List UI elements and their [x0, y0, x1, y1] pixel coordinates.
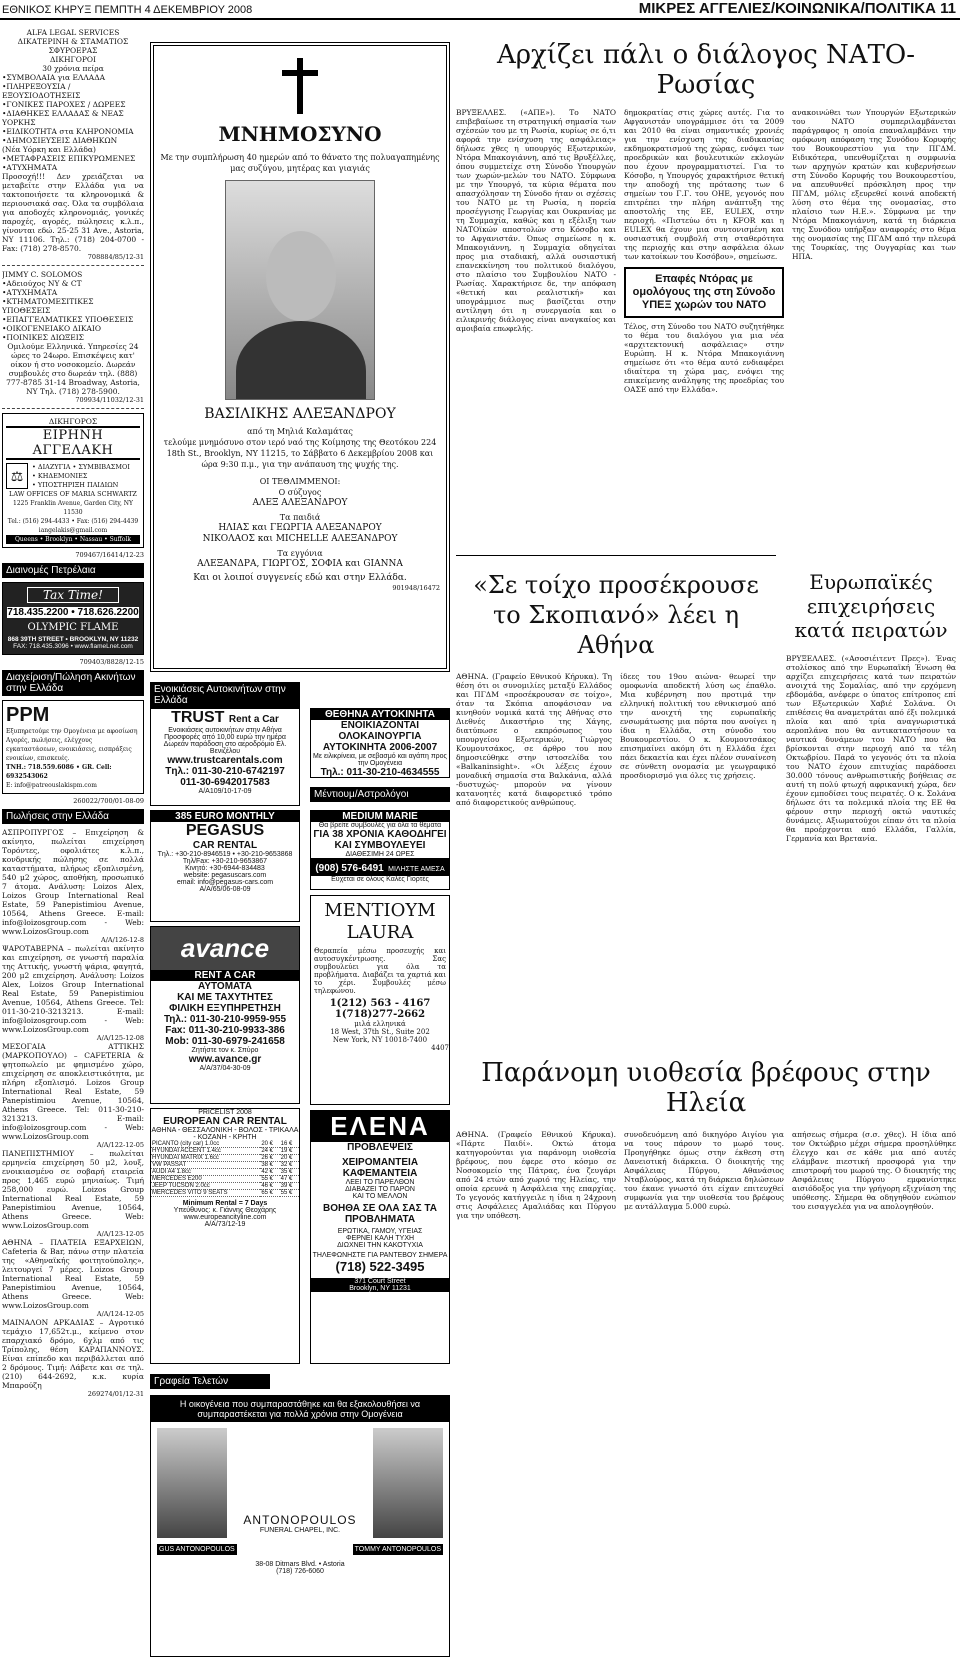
- elena-l6: ΒΟΗΘΑ ΣΕ ΟΛΑ ΣΑΣ ΤΑ ΠΡΟΒΛΗΜΑΤΑ: [323, 1203, 437, 1225]
- table-cell: JEEP TUCSON 2.0cc: [151, 1183, 260, 1190]
- ref-number: 901948/16472: [392, 584, 440, 592]
- classified-item: ΑΘΗΝΑ – ΠΛΑΤΕΙΑ ΕΞΑΡΧΕΙΩΝ, Cafeteria & Bar, πάνω στην πλατεία της «Αθηναϊκής φοιτητούπολης», λειτουργεί 7 μέρες. Loizos Group International Real Estate, 59 Panepistimiou Avenue, 10564, Athens Greece. Web: www.LoizosGroup.com: [2, 1238, 144, 1310]
- trust-line2: Προσφορές από 10,00 ευρώ την ημέρα: [164, 734, 286, 741]
- marie-l3: ΚΑΙ ΣΥΜΒΟΥΛΕΥΕΙ: [334, 840, 426, 851]
- table-cell: 35 €: [280, 1169, 299, 1176]
- irini-name: ΕΙΡΗΝΗ ΑΓΓΕΛΑΚΗ: [6, 426, 140, 460]
- table-row: [151, 1183, 299, 1190]
- nato-col1: ΒΡΥΞΕΛΛΕΣ. («ΑΠΕ»). Το ΝΑΤΟ επιβεβαίωσε τη στρατηγική σημασία των σχέσεών του με τη Ρωσία, κυρίως σε ό,τι αφορά την ενίσχυση της ασφάλειας» δήλωσε χθες η υπουργός Εξωτερικών, Ντόρα Μπακογιάννη, από τις Βρυξέλλες, όπου συμμετείχε στη Σύνοδο Υπουργών των χωρών-μελών του ΝΑΤΟ. Σύμφωνα με την Υπουργό, τα κύρια θέματα που απασχόλησαν τη Σύνοδο ήταν οι σχέσεις του ΝΑΤΟ με τη Ρωσία, η πορεία προσέγγισης Γεωργίας και Ουκρανίας με τη Συμμαχία, καθώς και η εξέλιξη των ΝΑΤΟϊκών αποστολών στο Κόσοβο και το Αφγανιστάν. Όπως σημείωσε η κ. Μπακογιάννη, η Συμμαχία οδηγείται προς μια σταδιακή, αλλά ουσιαστική επανεκκίνηση του πολιτικού διαλόγου, στο πλαίσιο του Συμβουλίου ΝΑΤΟ - Ρωσίας. Χαρακτήρισε δε, την απόφαση «θετική και ρεαλιστική» και υπογράμμισε πως βασίζεται στην αντίληψη ότι η συνεργασία και ο ειλικρινής διάλογος είναι αναγκαίος και αμοιβαία επωφελής.: [456, 108, 616, 333]
- table-cell: MERCEDES VITO 9 SEATS: [151, 1190, 260, 1197]
- ref-number: A/A/65/06-08-09: [199, 886, 251, 893]
- pegasus-tel: Tηλ.: +30-210-8946519 • +30-210-9653868: [157, 851, 293, 858]
- trust-sub: Rent a Car: [228, 714, 279, 725]
- ppm-logo: PPM: [6, 704, 50, 726]
- avance-fax: Fax: 011-30-210-9933-386: [165, 1025, 285, 1036]
- skopje-col1: ΑΘΗΝΑ. (Γραφείο Εθνικού Κήρυκα). Τη θέση ότι οι συνομιλίες μεταξύ Ελλάδος και ΠΓΔΜ «προσέκρουσαν σε τοίχο», όταν τα Σκόπια αποφάσισαν να κινηθούν νομικά κατά της Αθήνας στο Διεθνές Δικαστήριο της Χάγης, διατύπωσε ο εκπρόσωπος του υπουργείου Εξωτερικών, Γιώργος Κουμουτσάκος, σε άρθρο του που δημοσιεύθηκε στην ιστοσελίδα του «Balkaninsight». «Οι λέξεις έχουν μοναδική σημασία στα Βαλκάνια, αλλά -δυστυχώς- μπορούν να γίνουν κατανοητές κατά διαφορετικό τρόπο από διαφορετικούς ανθρώπους.: [456, 672, 612, 807]
- table-cell: 32 €: [280, 1162, 299, 1169]
- elena-l1: ΧΕΙΡΟΜΑΝΤΕΙΑ: [341, 1157, 419, 1168]
- antonopoulos-tel: (718) 726-6060: [276, 1568, 324, 1575]
- nato-article: [456, 40, 956, 540]
- olympic-fax: FAX: 718.435.3096 • www.flameLnet.com: [13, 643, 133, 650]
- table-cell: 46 €: [260, 1183, 279, 1190]
- avance-tel: Τηλ.: 011-30-210-9959-955: [163, 1014, 287, 1025]
- marie-l1: Θα βρείτε συμβουλές για όλα τα θέματα: [318, 822, 442, 829]
- ppm-body: Εξυπηρετούμε την Ομογένεια με αφοσίωση Αγορές, πωλήσεις, ελέγχους εγκαταστάσεων, ενοικιάσεις, εισπράξεις ενοικίων, επισκευές.: [6, 728, 138, 762]
- table-row: [151, 1148, 299, 1155]
- list-item: • ΚΗΔΕΜΟΝΙΕΣ: [32, 472, 88, 480]
- table-cell: 26 €: [260, 1155, 279, 1162]
- pegasus-ad: [150, 810, 300, 922]
- marie-tel2: ΜΙΛΗΣΤΕ ΑΜΕΣΑ: [388, 866, 445, 873]
- alfa-items: [2, 73, 144, 172]
- section-bar-sales: Πωλήσεις στην Ελλάδα: [2, 809, 144, 824]
- ppm-tel: TNH.: 718.559.6086 • GR. Cell: 6932543062: [6, 764, 112, 780]
- avance-line3: ΦΙΛΙΚΗ ΕΞΥΠΗΡΕΤΗΣΗ: [169, 1003, 281, 1014]
- ppm-ad: [2, 700, 144, 794]
- pirates-body: ΒΡΥΞΕΛΛΕΣ. («Ασοσιέιτεντ Πρες»). Ένας στολίσκος από την Ευρωπαϊκή Ένωση θα αρχίζει επιχειρήσεις κατά των πειρατών ανοιχτά της Σομαλίας, από την ερχόμενη εβδομάδα, ανέφερε ο ύπατος επίτροπος επί των Εξωτερικών Χαβιέ Σολάνα. Οι επιθέσεις θα αναμετράται από έξι πολεμικά πλοία και από τρία αναγνωριστικά αεροπλάνα που θα αντικαταστήσουν τα ναυτικά δυνάμεων του ΝΑΤΟ που θα βρίσκονται στην περιοχή από τα τέλη Οκτωβρίου. Παρά το γεγονός ότι τα πλοία του ΝΑΤΟ έχουν επιτυχίας παράδοσει 30.000 τόνους ανθρωπιστικής βοήθειας σε αυτή τη πολύ φτωχή αφρικανική χώρα, δεν έχουν εμποδίσει τους πειρατές. Ο κ. Σολάνα δήλωσε ότι τα πολεμικά πλοία της ΕΕ θα φέρουν στην περιοχή οκτώ ναυτικές δυνάμεις. Αξιωματούχοι είπαν ότι τα πλοία θα προέρχονται από Ελλάδα, Γαλλία, Γερμανία και Βρετανία.: [786, 654, 956, 843]
- obit-name: ΒΑΣΙΛΙΚΗΣ ΑΛΕΞΑΝΔΡΟΥ: [204, 406, 396, 422]
- classified-list: [2, 828, 144, 1398]
- marie-ad: [310, 810, 450, 890]
- section-bar-property: Διαχείριση/Πώληση Ακινήτων στην Ελλάδα: [2, 670, 144, 696]
- obit-intro: Με την συμπλήρωση 40 ημερών από το θάνατο της πολυαγαπημένης μας συζύγου, μητέρας και γιαγιάς: [160, 153, 440, 173]
- ref-number: 709467/16414/12-23: [75, 551, 144, 559]
- elena-l10: ΤΗΛΕΦΩΝΗΣΤΕ ΓΙΑ ΡΑΝΤΕΒΟΥ ΣΗΜΕΡΑ: [312, 1252, 448, 1259]
- list-item: •Αδειούχος ΝΥ & CT: [2, 279, 82, 288]
- pricelist-min: Minimum Rental = 7 Days: [182, 1200, 268, 1207]
- pegasus-web[interactable]: website: pegasuscars.com: [183, 872, 267, 879]
- adoption-col2: συνοδευόμενη από δικηγόρο Αιγίου για να τους πάρουν το μωρό τους. Προηγήθηκε όμως στην έκθεση στη Δανειοτική διάρκεια. Ο διοικητής της Ασφάλειας Πύργου, Αθανάσιος Νταβλούρος, κατά τη διάρκεια δηλώσεων του έκανε γνωστό ότι είχαν επιτευχθεί συμφωνία για την υιοθεσία του βρέφους με αντάλλαγμα 5.000 ευρώ.: [624, 1130, 784, 1211]
- solomos-body: Ομιλούμε Ελληνικά. Υπηρεσίες 24 ώρες το 24ωρο. Επισκέψεις κατ' οίκον ή στο νοσοκομείο. Δωρεάν συμβουλές στο δωρεάν τηλ. (888) 777-8785 31-14 Broadway, Astoria, NY Τηλ. (718) 278-5900.: [6, 342, 140, 396]
- pirates-article: [786, 570, 956, 1050]
- list-item: •ΑΤΥΧΗΜΑΤΑ: [2, 163, 58, 172]
- obit-spouse: ΑΛΕΞ ΑΛΕΞΑΝΔΡΟΥ: [252, 498, 348, 508]
- ref-number: 709403/8828/12-15: [79, 658, 144, 666]
- table-cell: HYUNDAI MATRIX 1.6cc: [151, 1155, 260, 1162]
- skopje-col2: ίδεες του 19ου αιώνα- θεωρεί την ομοφωνία αποδεκτή λύση ως έπαθλο. Μια κυβέρνηση που προτιμά την ελληνική πολιτική του εθνικισμού από την ανοιχτή της ευρωπαϊκής ενσωμάτωσης μια πόρτα που ανοίγει η ίδια η Ελλάδα, στη σύνοδο του Βουκουρεστίου. Ο κ. Κουμουτσάκος επισημαίνει ακόμη ότι η Ελλάδα έχει πάει δεκαετία και έχει πλέον συναίνεση σε σύνθετη ονομασία με γεωγραφικό προσδιορισμό για όλες τις χρήσεις.: [620, 672, 776, 780]
- irini-tel: Tel.: (516) 294-4433 • Fax: (516) 294-4439: [7, 518, 139, 525]
- mg-l1: ΕΝΟΙΚΙΑΖΟΝΤΑΙ: [340, 720, 420, 731]
- list-item: • ΥΠΟΣΤΗΡΙΞΗ ΠΑΙΔΙΩΝ: [32, 481, 119, 489]
- table-row: [151, 1169, 299, 1176]
- elena-l5: ΚΑΙ ΤΟ ΜΕΛΛΟΝ: [352, 1193, 408, 1200]
- solomos-items: [2, 279, 144, 342]
- irini-ad: [2, 413, 144, 548]
- antonopoulos-name: ANTONOPOULOS: [243, 1513, 357, 1527]
- table-cell: AUDI A4 1.8cc: [151, 1169, 260, 1176]
- alfa-ad: [2, 28, 144, 73]
- irini-areas: Queens • Brooklyn • Nassau • Suffolk: [6, 535, 140, 544]
- pricelist-title: PRICELIST 2008: [198, 1109, 252, 1116]
- portrait-photo: [373, 1428, 443, 1538]
- avance-web[interactable]: www.avance.gr: [188, 1054, 262, 1065]
- list-item: •ΓΟΝΙΚΕΣ ΠΑΡΟΧΕΣ / ΔΩΡΕΕΣ: [2, 100, 126, 109]
- classified-item: ΜΕΣΟΓΑΙΑ ΑΤΤΙΚΗΣ (ΜΑΡΚΟΠΟΥΛΟ) – CAFETERIA & ψητοπωλείο με φημισμένο χώρο, επιχείρηση σε αποκλειστικότητα, με πλήρη εξοπλισμό. Loizos Group International Real Estate, 59 Panepistimiou Avenue, 10564, Athens Greece. Tel: 011-30-210-3213213. E-mail: info@loizosgroup.com - Web: www.LoizosGroup.com: [2, 1042, 144, 1141]
- irini-email[interactable]: iangelakis@gmail.com: [38, 527, 108, 534]
- list-item: •ΜΕΤΑΦΡΑΣΕΙΣ ΕΠΙΚΥΡΩΜΕΝΕΣ: [2, 154, 136, 163]
- adoption-col3: απήσεως σήμερα (σ.σ. χθες). Η ίδια από τον Οκτώβριο μέχρι σήμερα προσηλύθηκε έλεγχο και σε κάθε μια από αυτές ελάμβανε πιεστική προσφορά για την επιστροφή του μωρού της. Ο διοικητής της Ασφάλειας Πύργου εμφανίστηκε αισιόδοξος για την γρήγορη εξιχνίαση της υπόθεσης. Σήμερα θα οδηγηθούν ενώπιον του εισαγγελέα για να απολογηθούν.: [792, 1130, 956, 1211]
- pegasus-bar: 385 EURO MONTHLY: [151, 811, 299, 822]
- table-cell: VW PASSAT: [151, 1162, 260, 1169]
- table-row: [151, 1162, 299, 1169]
- obit-from: από τη Μηλιά Καλαμάτας: [247, 427, 353, 436]
- ref-number: A/A/126-12-8: [101, 936, 144, 944]
- ref-number: 709934/11032/12-31: [75, 396, 144, 404]
- list-item: • ΔΙΑΖΥΓΙΑ • ΣΥΜΒΙΒΑΣΜΟΙ: [32, 463, 130, 471]
- laura-tel: 1(212) 563 - 4167: [329, 998, 431, 1009]
- marie-tel: (908) 576-6491: [315, 863, 384, 874]
- elena-l3: ΛΕΕΙ ΤΟ ΠΑΡΕΛΘΟΝ: [345, 1179, 415, 1186]
- ref-number: 708884/85/12-31: [87, 253, 144, 261]
- avance-line2: ΚΑΙ ΜΕ ΤΑΧΥΤΗΤΕΣ: [177, 992, 273, 1003]
- section-bar-medium: Μέντιουμ/Αστρολόγοι: [310, 787, 450, 802]
- elena-tel: (718) 522-3495: [335, 1259, 425, 1274]
- newspaper-date: ΕΘΝΙΚΟΣ ΚΗΡΥΞ ΠΕΜΠΤΗ 4 ΔΕΚΕΜΒΡΙΟΥ 2008: [2, 4, 253, 16]
- ref-number: A/A/37/04-30-09: [199, 1065, 251, 1072]
- table-cell: HYUNDAI ACCENT 1.4cc: [151, 1148, 260, 1155]
- pegasus-mob: Κινητό: +30-6944-834483: [185, 865, 265, 872]
- table-cell: 39 €: [280, 1183, 299, 1190]
- avance-logo: avance: [151, 927, 299, 970]
- obit-grand-label: Τα εγγόνια: [277, 549, 323, 558]
- section-bar-car-rental: Ενοικιάσεις Αυτοκινήτων στην Ελλάδα: [150, 682, 300, 708]
- adoption-article: [456, 1058, 956, 1658]
- table-cell: 55 €: [260, 1176, 279, 1183]
- list-item: •ΠΛΗΡΕΞΟΥΣΙΑ / ΕΞΟΥΣΙΟΔΟΤΗΣΕΙΣ: [2, 82, 81, 100]
- elena-ad: [310, 1110, 450, 1364]
- irini-role: ΔΙΚΗΓΟΡΟΣ: [48, 417, 98, 426]
- alfa-role: ΔΙΚΗΓΟΡΟΙ: [49, 55, 97, 64]
- ppm-email[interactable]: E: info@patreouslakispm.com: [6, 782, 97, 789]
- mg-l2: ΟΛΟΚΑΙΝΟΥΡΓΙΑ: [338, 731, 422, 742]
- ref-number: A/A/124-12-05: [96, 1310, 144, 1318]
- ref-number: A/A/123-12-05: [96, 1230, 144, 1238]
- table-row: [151, 1155, 299, 1162]
- section-bar-funeral: Γραφεία Τελετών: [150, 1374, 270, 1389]
- scales-icon: ⚖: [6, 463, 28, 489]
- pricelist-table: [151, 1141, 299, 1197]
- trust-line1: Ενοικιάσεις αυτοκινήτων στην Αθήνα: [168, 727, 282, 734]
- obit-children2: ΝΙΚΟΛΑΟΣ και MICHELLE ΑΛΕΞΑΝΔΡΟΥ: [202, 534, 398, 544]
- mg-l3: ΑΥΤΟΚΙΝΗΤΑ 2006-2007: [322, 742, 438, 753]
- mg-l4: Με ειλικρίνεια, με σεβασμό και αγάπη προς την Ομογένεια: [313, 753, 447, 767]
- table-cell: 20 €: [260, 1141, 279, 1148]
- irini-office: LAW OFFICES OF MARIA SCHWARTZ: [9, 490, 137, 498]
- antonopoulos-addr: 38-08 Ditmars Blvd. • Astoria: [255, 1561, 345, 1568]
- trust-tel2: 011-30-6942017583: [180, 777, 270, 788]
- obit-children: ΗΛΙΑΣ και ΓΕΩΡΓΙΑ ΑΛΕΞΑΝΔΡΟΥ: [218, 523, 382, 533]
- olympic-addr: 868 39TH STREET • BROOKLYN, NY 11232: [7, 636, 139, 643]
- marie-wish: Εύχεται σε όλους Καλές Γιορτές: [331, 876, 429, 883]
- list-item: •ΕΠΑΓΓΕΛΜΑΤΙΚΕΣ ΥΠΟΘΕΣΕΙΣ: [2, 315, 134, 324]
- list-item: (Νέα Υόρκη και Ελλάδα): [2, 145, 96, 154]
- antonopoulos-tommy: TOMMY ANTONOPOULOS: [354, 1546, 441, 1553]
- alfa-body: Προσοχή!!! Δεν χρειάζεται να μεταβείτε στην Ελλάδα για να τακτοποιήσετε τα κληρονομικά & περιουσιακά σας. Όλα τα συμβόλαια για αποδοχές κληρονομιάς, γονικές παροχές, αγορές, πώλησεις κ.λ.π., γίνονται εδώ. 25-25 31 Ave., Astoria, NY 11106. Τηλ.: (718) 204-0700 - Fax: (718) 278-8570.: [2, 172, 144, 253]
- trust-title: TRUST: [171, 709, 225, 726]
- avance-bar: RENT A CAR: [151, 970, 299, 981]
- cross-icon: [282, 58, 318, 114]
- obit-grand: ΑΛΕΞΑΝΔΡΑ, ΓΙΩΡΓΟΣ, ΣΟΦΙΑ και GIANNA: [197, 559, 403, 569]
- table-cell: 19 €: [280, 1148, 299, 1155]
- antonopoulos-gus: GUS ANTONOPOULOS: [159, 1546, 235, 1553]
- olympic-name: OLYMPIC FLAME: [27, 622, 119, 633]
- laura-title: ΜΕΝΤΙΟΥΜ LAURA: [324, 900, 436, 943]
- laura-tel2: 1(718)277-2662: [334, 1009, 426, 1020]
- pegasus-title: PEGASUS: [185, 822, 265, 839]
- nato-headline: Αρχίζει πάλι ο διάλογος ΝΑΤΟ-Ρωσίας: [496, 40, 916, 100]
- olympic-ad: [2, 582, 144, 655]
- pricelist-contact: Υπεύθυνος: κ. Γιάννης Θεοχάρης: [173, 1207, 277, 1214]
- list-item: •ΔΙΑΘΗΚΕΣ ΕΛΛΑΔΑΣ & ΝΕΑΣ ΥΟΡΚΗΣ: [2, 109, 124, 127]
- section-bar-petroleum: Διαινομές Πετρέλαια: [2, 563, 144, 578]
- list-item: •ΣΥΜΒΟΛΑΙΑ για ΕΛΛΑΔΑ: [2, 73, 106, 82]
- obit-spouse-label: Ο σύζυγος: [278, 488, 322, 497]
- obit-mourners-title: ΟΙ ΤΕΘΛΙΜΜΕΝΟΙ:: [259, 477, 341, 486]
- adoption-headline: Παράνομη υιοθεσία βρέφους στην Ηλεία: [481, 1058, 931, 1118]
- nato-subhead-box: Επαφές Ντόρας με ομολόγους της στη Σύνοδο ΥΠΕΞ χωρών του ΝΑΤΟ: [624, 267, 784, 318]
- alfa-title: ALFA LEGAL SERVICES: [26, 28, 120, 37]
- pegasus-email[interactable]: email: info@pegasus-cars.com: [176, 879, 274, 886]
- section-title: ΜΙΚΡΕΣ ΑΓΓΕΛΙΕΣ/ΚΟΙΝΩΝΙΚΑ/ΠΟΛΙΤΙΚΑ 11: [638, 0, 956, 17]
- mg-ad: [310, 708, 450, 778]
- pricelist-ad: [150, 1108, 300, 1364]
- solomos-title: JIMMY C. SOLOMOS: [2, 270, 83, 279]
- ref-number: A/A/125-12-08: [96, 1034, 144, 1042]
- table-cell: 42 €: [260, 1169, 279, 1176]
- table-cell: 16 €: [280, 1141, 299, 1148]
- classified-item: ΠΑΝΕΠΙΣΤΗΜΙΟΥ – πωλείται ερμηνεία επιχείρηση 50 μ2, λουξ, ενοικιασμένο σε σοβαρή εταιρεία προς 1,465 ευρώ μηνιαίως. Τιμή 258,000 ευρώ. Loizos Group International Real Estate, 59 Panepistimiou Avenue, 10564, Athens Greece. Web: www.LoizosGroup.com: [2, 1149, 144, 1230]
- trust-web[interactable]: www.trustcarentals.com: [167, 755, 283, 766]
- elena-addr: 371 Court Street: [354, 1278, 406, 1285]
- pricelist-web[interactable]: www.europeancityline.com: [183, 1214, 267, 1221]
- classified-item: ΜΑΙΝΑΛΟΝ ΑΡΚΑΔΙΑΣ – Αγροτικό τεμάχιο 17,652τ.μ., κείμενο στον επαρχιακό δρόμο, 6χλμ από τις Τρίπολης, θέση ΚΑΡΑΠΑΝΝΟΥΣ. Είναι επίπεδο και περιβάλλεται από 2 δρόμους. Τιμή: Λάβετε και σε τηλ. (210) 644-2692, κ.κ. κυρία Μπαρούζη: [2, 1318, 144, 1390]
- classified-item: ΑΣΠΡΟΠΥΡΓΟΣ – Επιχείρηση & ακίνητο, πωλείται επιχείρηση Τορόντες, οφολιάτες κ.λ.π., κονδρικής πώλησης σε πολλά καταστήματα, πλήρως εξοπλισμένη, 540 μ2 χώρος, αποθήκη, προσωπικό 7 άτομα. Ανάλυση: Loizos Alex, Loizos Group International Real Estate, 59 Panepistimiou Avenue, 10564, Athens Greece. E-mail: info@loizosgroup.com - Web: www.LoizosGroup.com: [2, 828, 144, 936]
- ref-number: 260022/700/01-08-09: [73, 797, 144, 805]
- ref-number: A/A/73/12-19: [204, 1221, 246, 1228]
- nato-col2b: Τέλος, στη Σύνοδο του ΝΑΤΟ συζητήθηκε το θέμα του διαλόγου για μια νέα «αρχιτεκτονική ασφάλειας» στην Ευρώπη. Η κ. Ντόρα Μπακογιάννη σημείωσε ότι «το θέμα αυτό ενδιαφέρει ιδιαίτερα τη χώρα μας, ενόψει της επικείμενης ανάληψης της προεδρίας του ΟΑΣΕ από την Ελλάδα».: [624, 322, 784, 394]
- marie-l4: ΔΙΑΘΕΣΙΜΗ 24 ΩΡΕΣ: [345, 851, 415, 858]
- elena-l2: ΚΑΦΕΜΑΝΤΕΙΑ: [342, 1168, 418, 1179]
- avance-mob: Mob: 011-30-6979-241658: [165, 1036, 285, 1047]
- table-cell: MERCEDES E200: [151, 1176, 260, 1183]
- marie-title: MEDIUM MARIE: [311, 811, 449, 822]
- page-header: [0, 0, 960, 20]
- pegasus-sub: CAR RENTAL: [192, 840, 258, 851]
- obit-body: τελούμε μνημόσυνο στον ιερό ναό της Κοίμησης της Θεοτόκου 224 18th St., Brooklyn, NY 11215, το Σάββατο 6 Δεκεμβρίου 2008 και ώρα 9:30 π.μ., για την ανάπαυση της ψυχής της.: [163, 438, 437, 469]
- adoption-col1: ΑΘΗΝΑ. (Γραφείο Εθνικού Κήρυκα). «Πάρτε Παιδί». Οκτώ άτομα κατηγορούνται για παράνομη υιοθεσία βρέφους, που έφερε στο κόσμο σε Νοσοκομείο της Πάτρας, ένα ζευγάρι από 24 ετών από χωριό της Ηλείας, την οποία ερευνά η Ασφάλεια της επαρχίας. Το γεγονός κατήγγειλε η ίδια η 24χρονη στις Ασφάλειες Αμαλιάδας και Πύργου για την υπόθεση.: [456, 1130, 616, 1220]
- marie-l2: ΓΙΑ 38 ΧΡΟΝΙΑ ΚΑΘΟΔΗΓΕΙ: [313, 829, 447, 840]
- elena-l8: ΦΕΡΝΕΙ ΚΑΛΗ ΤΥΧΗ: [345, 1235, 415, 1242]
- tax-time-logo: Tax Time!: [27, 587, 119, 603]
- alfa-exp: 30 χρόνια πείρα: [42, 64, 104, 73]
- mg-title: ΘΕΘΗΝΑ ΑΥΤΟΚΙΝΗΤΑ: [311, 709, 449, 720]
- mg-tel: Τηλ.: 011-30-210-4634555: [320, 767, 440, 778]
- ref-number: 4407: [431, 1044, 449, 1052]
- obituary-box: [150, 42, 450, 672]
- list-item: •ΔΗΜΟΣΙΕΥΣΕΙΣ ΔΙΑΘΗΚΩΝ: [2, 136, 118, 145]
- table-cell: 24 €: [260, 1148, 279, 1155]
- antonopoulos-top: Η οικογένεια που συμπαραστάθηκε και θα εξακολουθήσει να συμπαραστέκεται για πολλά χρόνια στην Ομογένεια: [151, 1396, 449, 1422]
- laura-body: Θεραπεία μέσω προσευχής και αυτοσυγκέντρωσης. Σας συμβουλεύει για όλα τα προβλήματα. Διαβάζει τα χαρτιά και το χέρι. Συμβουλές μέσω τηλεφώνου.: [314, 947, 446, 995]
- laura-ad: [310, 895, 450, 1105]
- table-cell: 38 €: [260, 1162, 279, 1169]
- ref-number: 269274/01/12-31: [87, 1390, 144, 1398]
- trust-line3: Δωρεάν παράδοση στο αεροδρόμιο Ελ. Βενιζέλου: [163, 741, 287, 755]
- irini-items: [32, 463, 130, 490]
- classified-item: ΨΑΡΟΤΑΒΕΡΝΑ – πωλείται ακίνητο και επιχείρηση, σε γνωστή παραλία της Αττικής, γνωστή ψάρια, φαγητά, 200 μ2 επιχείρηση. Ανάλυση: Loizos Alex, Loizos Group International Real Estate, 59 Panepistimiou Avenue, 10564, Athens Greece. Tel: 011-30-210-3213213. E-mail: info@loizosgroup.com - Web: www.LoizosGroup.com: [2, 944, 144, 1034]
- table-row: [151, 1176, 299, 1183]
- nato-col2: δημοκρατίας στις χώρες αυτές. Για το Αφγανιστάν υπογράμμισε ότι τα 2009 και 2010 θα είναι σημαντικές χρονιές για την ενίσχυση της διαδικασίας εκδημοκρατισμού της χώρας, ενόψει των προεδρικών και βουλευτικών εκλογών που έχουν προγραμματιστεί. Για το Κόσοβο, η Υπουργός χαρακτήρισε θετική την αποδοχή της πρότασης των 6 σημείων του Γ.Γ. του ΟΗΕ, γεγονός που επιτρέπει την πλήρη ανάπτυξη της αποστολής της ΕΕ, EULEX, στην περιοχή. «Πιστεύω ότι η KFOR και η EULEX θα έχουν μια συντονισμένη και ουσιαστική συμβολή στη σταθερότητα της περιοχής και στην ασφάλεια όλων των κατοίκων του Κοσόβου», σημείωσε.: [624, 108, 784, 261]
- obit-closing: Και οι λοιποί συγγενείς εδώ και στην Ελλάδα.: [193, 573, 407, 583]
- table-cell: 55 €: [280, 1190, 299, 1197]
- list-item: •ΕΙΔΙΚΟΤΗΤΑ στα ΚΛΗΡΟΝΟΜΙΑ: [2, 127, 134, 136]
- left-column: [2, 28, 144, 1658]
- ref-number: A/A109/10-17-09: [198, 788, 252, 795]
- elena-l4: ΔΙΑΒΑΖΕΙ ΤΟ ΠΑΡΟΝ: [345, 1186, 415, 1193]
- olympic-phones: 718.435.2200 • 718.626.2200: [7, 607, 139, 618]
- trust-tel: Tηλ.: 011-30-210-6742197: [165, 766, 285, 777]
- elena-l9: ΔΙΩΧΝΕΙ ΤΗΝ ΚΑΚΟΤΥΧΙΑ: [337, 1242, 423, 1249]
- list-item: •ΑΤΥΧΗΜΑΤΑ: [2, 288, 58, 297]
- obit-children-label: Τα παιδιά: [279, 513, 321, 522]
- obit-heading: ΜΝΗΜΟΣΥΝΟ: [218, 122, 382, 146]
- table-cell: 47 €: [280, 1176, 299, 1183]
- pegasus-fax: Τηλ/Fax: +30-210-9653867: [182, 858, 268, 865]
- irini-address: 1225 Franklin Avenue, Garden City, NY 11530: [13, 500, 133, 516]
- table-cell: 20 €: [280, 1155, 299, 1162]
- ref-number: A/A/122-12-05: [96, 1141, 144, 1149]
- alfa-sub: ΔΙΚΑΤΕΡΙΝΗ & ΣΤΑΜΑΤΙΟΣ ΣΦΥΡΟΕΡΑΣ: [17, 37, 129, 55]
- table-row: [151, 1190, 299, 1197]
- pricelist-cities: ΑΘΗΝΑ - ΘΕΣΣΑΛΟΝΙΚΗ - ΒΟΛΟΣ - ΤΡΙΚΑΛΑ - ΚΟΖΑΝΗ - ΚΡΗΤΗ: [151, 1127, 299, 1141]
- laura-lang: μιλά ελληνικά: [354, 1020, 406, 1028]
- nato-col3: ανακοινώθει των Υπουργών Εξωτερικών του ΝΑΤΟ συμπεριλαμβάνεται παράγραφος η οποία επαναλαμβάνει την ομόφωνη απόφαση της Συνόδου Κορυφής του Βουκουρεστίου για την ΠΓΔΜ. Ειδικότερα, υπενθυμίζεται η συμφωνία των αρχηγών κρατών και κυβερνήσεων στη Σύνοδο Κορυφής του Βουκουρεστίου, να απευθυνθεί πρόσκληση προς την ΠΓΔΜ, μόλις εξευρεθεί κοινά αποδεκτή λύση στο θέμα της ονομασίας, στο πλαίσιο των Η.Ε.». Σύμφωνα με την Ντόρα Μπακογιάννη, κατά τη διάρκεια της Συνόδου υπήρξαν αναφορές στο θέμα της ονομασίας της ΠΓΔΜ από την πλευρά της Τουρκίας, της Ουγγαρίας και των ΗΠΑ.: [792, 108, 956, 261]
- elena-title: ΕΛΕΝΑ: [311, 1111, 449, 1142]
- avance-line1: ΑΥΤΟΜΑΤΑ: [198, 981, 252, 992]
- table-cell: 65 €: [260, 1190, 279, 1197]
- table-cell: PICANTO (city car) 1.0cc: [151, 1141, 260, 1148]
- avance-ask: Ζητήστε τον κ. Σπύρο: [191, 1047, 259, 1054]
- elena-sub: ΠΡΟΒΛΕΨΕΙΣ: [347, 1142, 413, 1153]
- elena-l7: ΕΡΩΤΙΚΑ, ΓΑΜΟΥ, ΥΓΕΙΑΣ: [337, 1228, 423, 1235]
- trust-ad: [150, 708, 300, 806]
- skopje-article: [456, 555, 776, 1045]
- list-item: •ΠΟΙΝΙΚΕΣ ΔΙΩΞΕΙΣ: [2, 333, 84, 342]
- pricelist-sub: EUROPEAN CAR RENTAL: [163, 1116, 287, 1127]
- pirates-headline: Ευρωπαϊκές επιχειρήσεις κατά πειρατών: [794, 570, 948, 642]
- list-item: •ΟΙΚΟΓΕΝΕΙΑΚΟ ΔΙΚΑΙΟ: [2, 324, 102, 333]
- laura-addr2: New York, NY 10018-7400: [332, 1036, 428, 1044]
- portrait-photo: [225, 180, 375, 400]
- laura-addr: 18 West, 37th St., Suite 202: [330, 1028, 430, 1036]
- elena-addr2: Brooklyn, NY 11231: [349, 1285, 411, 1292]
- antonopoulos-sub: FUNERAL CHAPEL, INC.: [259, 1527, 341, 1534]
- list-item: •ΚΤΗΜΑΤΟΜΕΣΙΤΙΚΕΣ ΥΠΟΘΕΣΕΙΣ: [2, 297, 94, 315]
- avance-ad: [150, 926, 300, 1104]
- skopje-headline: «Σε τοίχο προσέκρουσε το Σκοπιανό» λέει η Αθήνα: [473, 571, 759, 659]
- antonopoulos-ad: [150, 1395, 450, 1657]
- portrait-photo: [157, 1428, 227, 1538]
